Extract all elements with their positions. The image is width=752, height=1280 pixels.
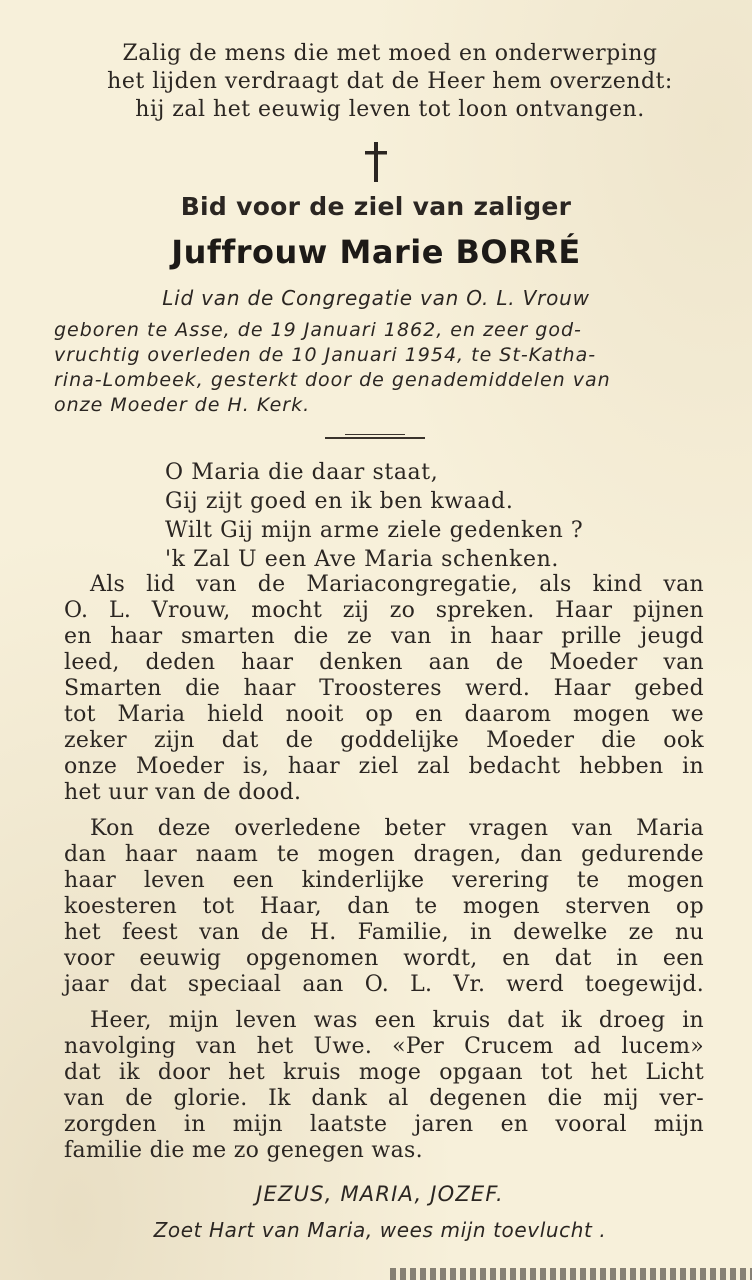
birth-death-details [54,318,704,418]
bid-line: Bid voor de ziel van zaliger [180,192,572,221]
paragraph-line: dan haar naam te mogen dragen, dan gedurende [64,842,704,867]
prayer-line: O Maria die daar staat, [165,460,439,485]
paragraph-line: dat ik door het kruis moge opgaan tot het Licht [64,1060,704,1085]
prayer-line: 'k Zal U een Ave Maria schenken. [165,547,559,572]
paragraph-line: en haar smarten die ze van in haar prille jeugd [64,624,704,649]
paragraph-line: het feest van de H. Familie, in dewelke ze nu [64,920,704,945]
paragraph-line: voor eeuwig opgenomen wordt, en dat in een [64,946,704,971]
paragraph-2 [64,816,704,998]
intro-line: hij zal het eeuwig leven tot loon ontvangen. [135,97,645,122]
paragraph-line: koesteren tot Haar, dan te mogen sterven op [64,894,704,919]
paragraph-line: O. L. Vrouw, mocht zij zo spreken. Haar pijnen [64,598,704,623]
paragraph-line: onze Moeder is, haar ziel zal bedacht hebben in [64,754,704,779]
birth-line: rina-Lombeek, gesterkt door de genademiddelen van [54,369,611,391]
paragraph-3 [64,1008,704,1164]
bottom-edge-marks [390,1268,752,1280]
deceased-name: Juffrouw Marie BORRÉ [171,233,581,271]
paragraph-line: het uur van de dood. [64,780,302,805]
birth-line: geboren te Asse, de 19 Januari 1862, en zeer god- [54,319,582,341]
paragraph-line: Kon deze overledene beter vragen van Maria [90,816,704,841]
intro-line: Zalig de mens die met moed en onderwerping [122,41,658,66]
paragraph-line: Als lid van de Mariacongregatie, als kind van [90,572,704,597]
paragraph-line: jaar dat speciaal aan O. L. Vr. werd toegewijd. [64,972,704,997]
paragraph-line: tot Maria hield nooit op en daarom mogen we [64,702,704,727]
paragraph-line: Heer, mijn leven was een kruis dat ik droeg in [90,1008,704,1033]
closing-prayer: Zoet Hart van Maria, wees mijn toevlucht . [153,1218,607,1242]
paragraph-1 [64,572,704,806]
cross-icon [356,140,396,185]
paragraph-line: zeker zijn dat de goddelijke Moeder die ook [64,728,704,753]
paragraph-line: haar leven een kinderlijke verering te mogen [64,868,704,893]
divider [325,437,425,439]
birth-line: vruchtig overleden de 10 Januari 1954, te St-Katha- [54,344,597,366]
paragraph-line: Smarten die haar Troosteres werd. Haar gebed [64,676,704,701]
birth-line: onze Moeder de H. Kerk. [54,394,311,416]
invocation: JEZUS, MARIA, JOZEF. [256,1182,504,1206]
paragraph-line: leed, deden haar denken aan de Moeder van [64,650,704,675]
prayer-line: Wilt Gij mijn arme ziele gedenken ? [165,518,584,543]
paragraph-line: familie die me zo genegen was. [64,1138,423,1163]
intro-line: het lijden verdraagt dat de Heer hem overzendt: [107,69,673,94]
congregation-line: Lid van de Congregatie van O. L. Vrouw [162,286,590,310]
prayer-verse [165,458,665,574]
paragraph-line: van de glorie. Ik dank al degenen die mij ver- [64,1086,704,1111]
paragraph-line: zorgden in mijn laatste jaren en vooral mijn [64,1112,704,1137]
prayer-line: Gij zijt goed en ik ben kwaad. [165,489,514,514]
intro-verse [70,40,710,124]
paragraph-line: navolging van het Uwe. «Per Crucem ad lucem» [64,1034,704,1059]
